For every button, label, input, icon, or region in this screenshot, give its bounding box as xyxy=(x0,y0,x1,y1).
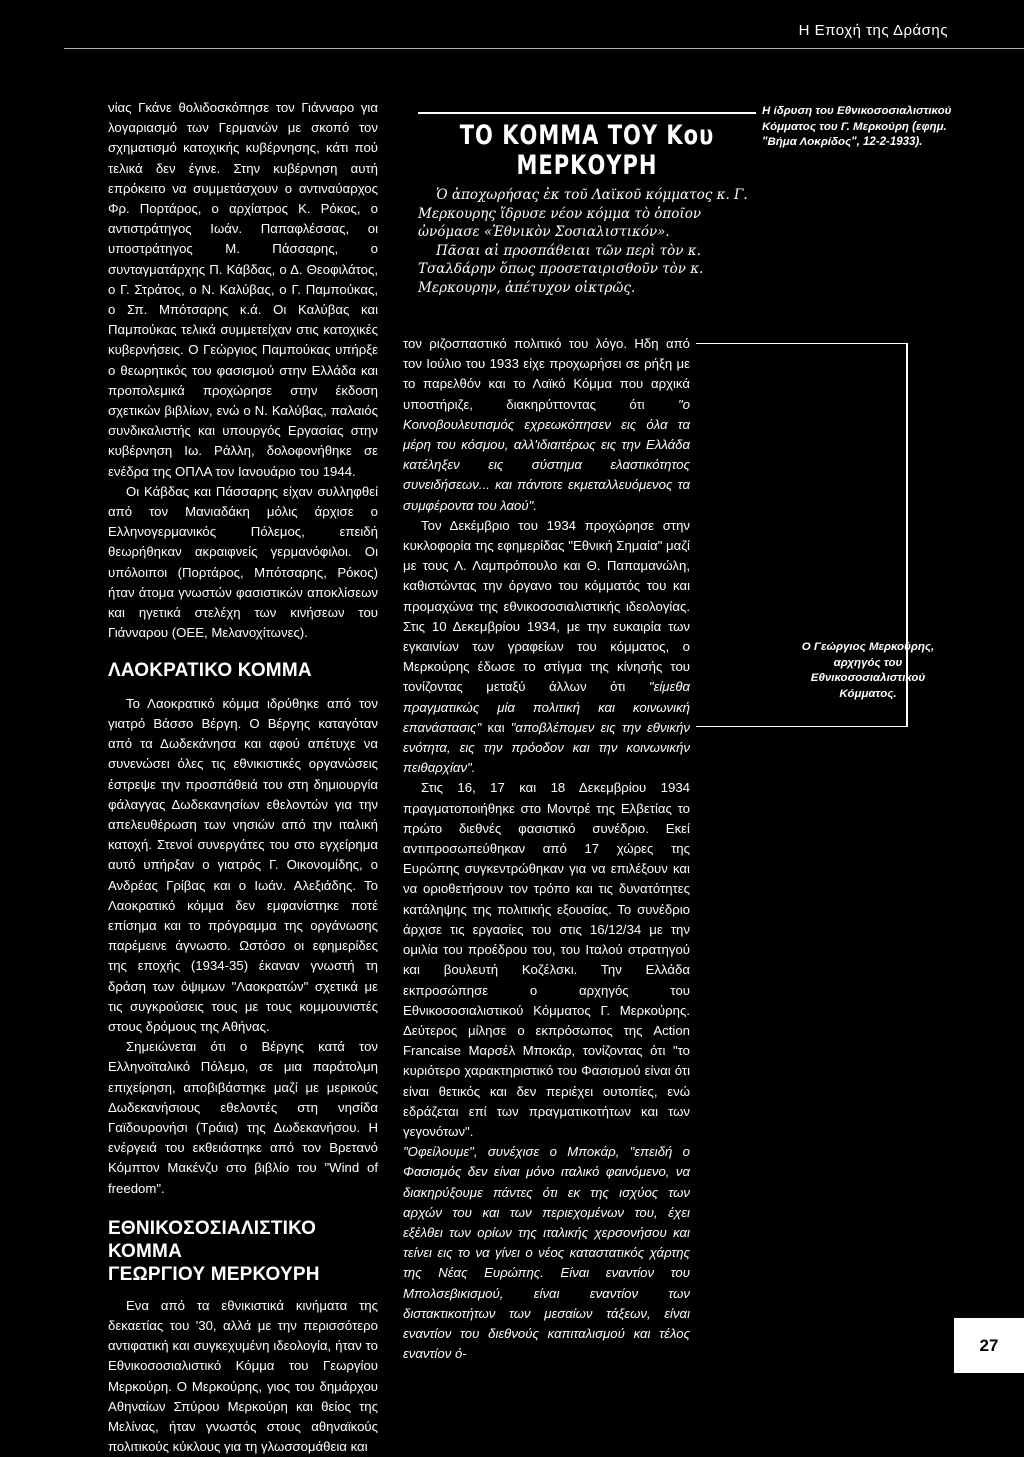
header-rule xyxy=(64,48,1024,49)
paragraph: νίας Γκάνε θολιδοσκόπησε τον Γιάνναρο για λογαριασμό των Γερμανών με σκοπό τον σχηματισμό κατοχικής κυβέρνησης, κάτι πού τελικά δεν έγινε. Στην κυβέρνηση αυτή επρόκειτο να συμμετάσχουν ο αντιναύαρχος Φρ. Πορτάρος, ο αρχίατρος Κ. Ρόκος, ο αντιστράτηγος Ιωάν. Παπαφλέσσας, οι υποστράτηγος Μ. Πάσσαρης, ο συνταγματάρχης Π. Κάβδας, ο Δ. Θεοφιλάτος, ο Γ. Στράτος, ο Ν. Καλύβας, ο Γ. Παμπούκας, ο Σπ. Μπότσαρης κ.ά. Οι Καλύβας και Παμπούκας τελικά συμμετείχαν στις κατοχικές κυβερνήσεις. Ο Γεώργιος Παμπούκας υπήρξε ο θεωρητικός του φασισμού στην Ελλάδα και προπολεμικά προχώρησε στην έκδοση σχετικών βιβλίων, ενώ ο Ν. Καλύβας, παλαιός συνδικαλιστής και υπουργός Εργασίας στην κυβέρνηση Ιω. Ράλλη, δολοφονήθηκε σε ενέδρα της ΟΠΛΑ τον Ιανουάριο του 1944. xyxy=(108,100,378,479)
photo-frame xyxy=(696,343,908,727)
text-run: και xyxy=(487,719,505,735)
paragraph: Στις 16, 17 και 18 Δεκεμβρίου 1934 πραγματοποιήθηκε στο Μοντρέ της Ελβετίας το πρώτο διεθνές φασιστικό συνέδριο. Εκεί αντιπροσωπεύθηκαν από 17 χώρες της Ευρώπης συγκεντρώθηκαν για να επιλέξουν και να οριοθετήσουν τον τρόπο και τις δυνατότητες κατάληψης της πολιτικής εξουσίας. Το συνέδριο άρχισε τις εργασίες του στις 16/12/34 με την ομιλία του προέδρου του, του Ιταλού στρατηγού και βουλευτή Κοζέλσκι. Την Ελλάδα εκπροσώπησε ο αρχηγός του Εθνικοσοσιαλιστικού Κόμματος Γ. Μερκούρης. Δεύτερος μίλησε ο εκπρόσωπος της Action Francaise Μαρσέλ Μποκάρ, τονίζοντας ότι "το κυριότερο χαρακτηριστικό του Φασισμού είναι ότι είναι θετικός και δεν περιέχει ουτοπίες, ενώ εδράζεται επί των πραγματικοτήτων και των γεγονότων". xyxy=(403,780,690,1139)
text-run: Τον Δεκέμβριο του 1934 προχώρησε στην κυκλοφορία της εφημερίδας "Εθνική Σημαία" μαζί με τους Λ. Λαμπρόπουλο και Θ. Παπαμανώλη, καθιστώντας την όργανο του κόμματός του και προμαχώνα της εθνικοσοσιαλιστικής ιδεολογίας. Στις 10 Δεκεμβρίου 1934, με την ευκαιρία των εγκαινίων των γραφείων του κόμματος, ο Μερκούρης έδωσε το στίγμα της κίνησής του τονίζοντας μεταξύ άλλων ότι xyxy=(403,517,690,695)
quote-paragraph: "Οφείλουμε", συνέχισε ο Μποκάρ, "επειδή ο Φασισμός δεν είναι μόνο ιταλικό φαινόμενο, να διακηρύξουμε πάντες ότι εκ της ισχύος των αρχών του και των περιεχομένων του, έχει εξέλθει των ορίων της ιταλικής χερσονήσου και τείνει εις το να γίνει ο νέος καταστατικός χάρτης της Νέας Ευρώπης. Είναι εναντίον του Μπολσεβικισμού, είναι εναντίον των διστακτικοτήτων των μεσαίων τάξεων, είναι εναντίον του διεθνούς καπιταλισμού και τέλος εναντίον ό- xyxy=(403,1144,690,1362)
paragraph: Ενα από τα εθνικιστικά κινήματα της δεκαετίας του '30, αλλά με την περισσότερο αντιφατική και συγκεχυμένη ιδεολογία, ήταν το Εθνικοσοσιαλιστικό Κόμμα του Γεωργίου Μερκούρη. Ο Μερκούρης, γιος του δημάρχου Αθηναίων Σπύρου Μερκούρη και θείος της Μελίνας, ήταν γνωστός στους αθηναϊκούς πολιτικούς κύκλους για τη γλωσσομάθεια και xyxy=(108,1297,378,1455)
paragraph: Σημειώνεται ότι ο Βέργης κατά τον Ελληνοϊταλικό Πόλεμο, σε μια παράτολμη επιχείρηση, αποβιβάστηκε μαζί με μερικούς Δωδεκανήσιους εθελοντές στη νησίδα Γαϊδουρονήσι (Τράια) της Δωδεκανήσου. Η ενέργειά του εκθειάστηκε από τον Βρετανό Κόμπτον Μακένζυ στο βιβλίο του "Wind of freedom". xyxy=(108,1039,378,1196)
clipping-title: ΤΟ ΚΟΜΜΑ ΤΟΥ Κου ΜΕΡΚΟΥΡΗ xyxy=(459,120,715,180)
heading-line: ΕΘΝΙΚΟΣΟΣΙΑΛΙΣΤΙΚΟ ΚΟΜΜΑ xyxy=(108,1217,317,1262)
clipping-paragraph: Πᾶσαι αἱ προσπάθειαι τῶν περὶ τὸν κ. Τσαλδάρην ὅπως προσεταιρισθοῦν τὸν κ. Μερκουρην, ἀπέτυχον οἰκτρῶς. xyxy=(418,242,704,296)
middle-column xyxy=(403,334,690,1364)
paragraph xyxy=(403,334,690,516)
section-heading-laokratiko: ΛΑΟΚΡΑΤΙΚΟ ΚΟΜΜΑ xyxy=(108,660,312,682)
newspaper-clipping xyxy=(418,112,756,298)
section-heading-ethnikososialistiko xyxy=(108,1217,378,1286)
caption-merkouris-photo: Ο Γεώργιος Μερκούρης, αρχηγός του Εθνικοσοσιαλιστικού Κόμματος. xyxy=(801,641,935,700)
quote: "αποβλέπομεν εις την εθνικήν ενότητα, εις την πρόοδον και την κοινωνικήν πειθαρχίαν". xyxy=(403,719,690,776)
running-header: Η Εποχή της Δράσης xyxy=(798,22,948,39)
quote: "ο Κοινοβουλευτισμός εχρεωκόπησεν εις όλα τα μέρη του κόσμου, αλλ'ιδιαιτέρως εις την Ελλάδα κατέληξεν εις σύστημα ελαστικότητος συνειδήσεων... και πάντοτε εκμεταλλευόμενος τα συμφέροντα του λαού". xyxy=(403,396,690,513)
paragraph xyxy=(403,516,690,779)
paragraph: Το Λαοκρατικό κόμμα ιδρύθηκε από τον γιατρό Βάσσο Βέργη. Ο Βέργης καταγόταν από τα Δωδεκάνησα και αφού απέτυχε να συνενώσει όλες τις εθνικιστικές οργανώσεις έστρεψε την προσπάθειά του στη δημιουργία φάλαγγας Δωδεκανησίων εθελοντών για την απελευθέρωση των νησιών από την ιταλική κατοχή. Στενοί συνεργάτες του στο εγχείρημα αυτό υπήρξαν ο γιατρός Γ. Οικονομίδης, ο Ανδρέας Γρίβας και ο Ιωάν. Αλεξιάδης. Το Λαοκρατικό κόμμα δεν εμφανίστηκε ποτέ επίσημα και το πρόγραμμα της οργάνωσης παρέμεινε άγνωστο. Ωστόσο οι εφημερίδες της εποχής (1934-35) έκαναν γνωστή τη δράση των όψιμων "Λαοκρατών" σχετικά με τις συγκρούσεις τους με τους κομμουνιστές στους δρόμους της Αθήνας. xyxy=(108,695,378,1034)
clipping-body xyxy=(418,186,756,297)
page-number: 27 xyxy=(954,1318,1024,1373)
left-column xyxy=(108,98,378,1457)
quote: "είμεθα πραγματικώς μία πολιτική και κοινωνική επανάστασις" xyxy=(403,679,690,735)
clipping-paragraph: Ὁ ἀποχωρήσας ἐκ τοῦ Λαϊκοῦ κόμματος κ. Γ. Μερκουρης ἵδρυσε νέον κόμμα τὸ ὁποῖον ὠνόμασε «Ἐθνικὸν Σοσιαλιστικόν». xyxy=(418,187,748,240)
text-run: τον ριζοσπαστικό πολιτικό του λόγο. Ηδη από τον Ιούλιο του 1933 είχε προχωρήσει σε ρήξη με το παρελθόν και το Λαϊκό Κόμμα που αρχικά υποστήριζε, διακηρύττοντας ότι xyxy=(403,336,690,412)
heading-line: ΓΕΩΡΓΙΟΥ ΜΕΡΚΟΥΡΗ xyxy=(108,1263,320,1285)
paragraph: Οι Κάβδας και Πάσσαρης είχαν συλληφθεί από τον Μανιαδάκη μόλις άρχισε ο Ελληνογερμανικός Πόλεμος, επειδή θεωρήθηκαν ακραιφνείς γερμανόφιλοι. Οι υπόλοιποι (Πορτάρος, Μπότσαρης, Ρόκος) ήταν άτομα γνωστών φασιστικών αποκλίσεων και ηγετικά στελέχη των κινήσεων του Γιάνναρου (ΟΕΕ, Μελανοχίτωνες). xyxy=(108,483,378,641)
caption-founding: Η ίδρυση του Εθνικοσοσιαλιστικού Κόμματος του Γ. Μερκούρη (εφημ. "Βήμα Λοκρίδος", 12-2-1933). xyxy=(762,105,952,148)
